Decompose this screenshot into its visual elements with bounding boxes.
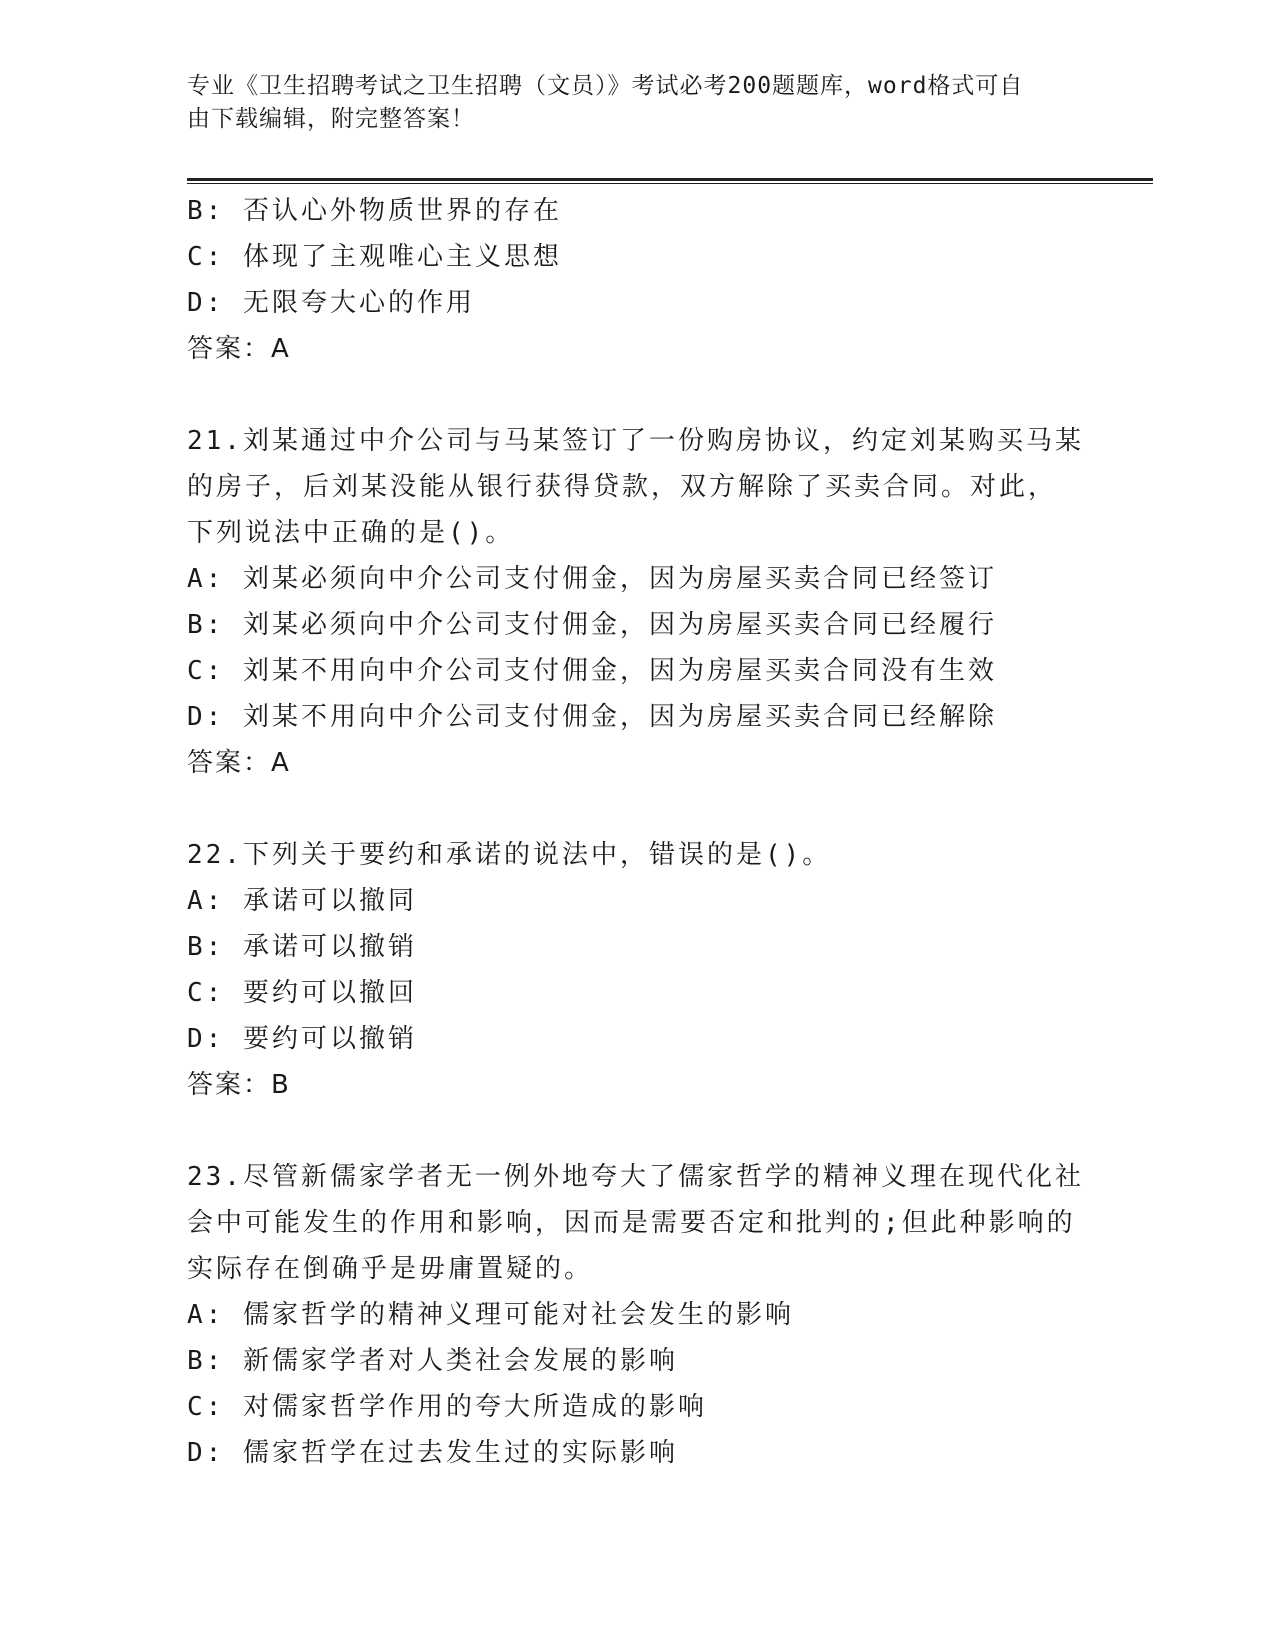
option-c: C: 刘某不用向中介公司支付佣金，因为房屋买卖合同没有生效 <box>187 656 997 686</box>
header-line-1: 专业《卫生招聘考试之卫生招聘（文员）》考试必考200题题库，word格式可自 <box>187 73 1024 99</box>
option-b: B: 新儒家学者对人类社会发展的影响 <box>187 1346 678 1376</box>
question-block-23 <box>187 1154 1087 1476</box>
header-divider-thin <box>187 183 1153 184</box>
option-c: C: 要约可以撤回 <box>187 978 417 1008</box>
option-a: A: 承诺可以撤同 <box>187 886 417 916</box>
option-b: B: 否认心外物质世界的存在 <box>187 196 562 226</box>
spacer <box>187 786 1087 832</box>
option-b: B: 承诺可以撤销 <box>187 932 417 962</box>
question-stem-line: 21.刘某通过中介公司与马某签订了一份购房协议，约定刘某购买马某 <box>187 426 1084 456</box>
question-stem-line: 实际存在倒确乎是毋庸置疑的。 <box>187 1254 594 1284</box>
question-block-22 <box>187 832 1087 1108</box>
question-stem-line: 23.尽管新儒家学者无一例外地夸大了儒家哲学的精神义理在现代化社 <box>187 1162 1084 1192</box>
answer-line: 答案：A <box>187 334 291 364</box>
document-body <box>187 188 1087 1476</box>
question-stem-line: 的房子，后刘某没能从银行获得贷款，双方解除了买卖合同。对此， <box>187 472 1058 502</box>
header-divider-thick <box>187 178 1153 181</box>
option-d: D: 刘某不用向中介公司支付佣金，因为房屋买卖合同已经解除 <box>187 702 997 732</box>
question-block-20-tail <box>187 188 1087 372</box>
question-block-21 <box>187 418 1087 786</box>
question-stem-line: 会中可能发生的作用和影响，因而是需要否定和批判的;但此种影响的 <box>187 1208 1076 1238</box>
header-line-2: 由下载编辑，附完整答案！ <box>187 106 475 132</box>
answer-line: 答案：A <box>187 748 291 778</box>
question-stem-line: 下列说法中正确的是()。 <box>187 518 515 548</box>
option-c: C: 对儒家哲学作用的夸大所造成的影响 <box>187 1392 707 1422</box>
option-c: C: 体现了主观唯心主义思想 <box>187 242 562 272</box>
question-stem-line: 22.下列关于要约和承诺的说法中，错误的是()。 <box>187 840 832 870</box>
spacer <box>187 1108 1087 1154</box>
page-header <box>187 70 1087 136</box>
option-d: D: 要约可以撤销 <box>187 1024 417 1054</box>
option-d: D: 无限夸大心的作用 <box>187 288 475 318</box>
option-b: B: 刘某必须向中介公司支付佣金，因为房屋买卖合同已经履行 <box>187 610 997 640</box>
option-d: D: 儒家哲学在过去发生过的实际影响 <box>187 1438 678 1468</box>
spacer <box>187 372 1087 418</box>
answer-line: 答案：B <box>187 1070 291 1100</box>
option-a: A: 儒家哲学的精神义理可能对社会发生的影响 <box>187 1300 794 1330</box>
option-a: A: 刘某必须向中介公司支付佣金，因为房屋买卖合同已经签订 <box>187 564 997 594</box>
